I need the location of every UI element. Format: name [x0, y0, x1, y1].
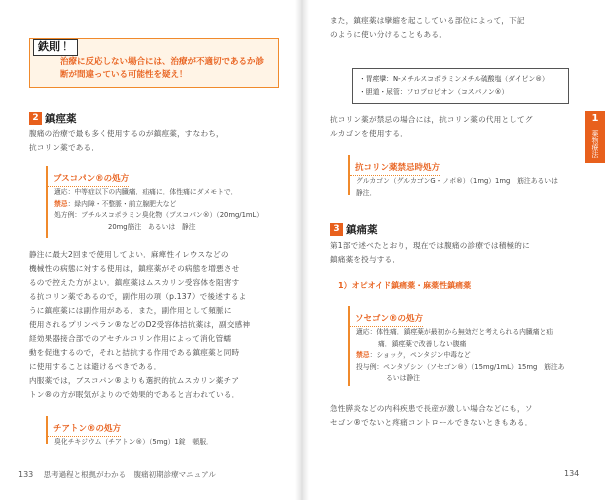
prescription-line: 適応：中等症以下の内臓痛．疝痛に．体性痛にダメモトで． — [54, 188, 238, 196]
anticholinergic-contra-box — [348, 155, 573, 195]
text-line: セゴン®でないと疼痛コントロールできないときもある． — [330, 418, 533, 427]
right-intro-paragraph — [330, 14, 580, 42]
text-line: 機械性の病態に対する使用は，鎮痙薬がその病態を増悪させ — [29, 264, 240, 273]
text-line: 動を促進するので，それと拮抗する作用である鎮痙薬と同時 — [29, 348, 240, 357]
antispasmodic-list-box — [352, 68, 569, 104]
section-number: 2 — [29, 112, 42, 125]
prescription-line — [48, 199, 286, 211]
contraindication-label: 禁忌 — [356, 351, 370, 359]
sosegon-prescription-box — [348, 306, 573, 386]
prescription-title: チアトン®の処方 — [48, 422, 121, 437]
tiaton-prescription-box — [46, 416, 286, 444]
prescription-line: 臭化チキジウム（チアトン®）（5mg）1錠 頓服． — [54, 438, 213, 446]
section-title: 鎮痛薬 — [346, 224, 378, 236]
prescription-line: 処方例：ブチルスコポラミン臭化物（ブスコパン®）（20mg/1mL） — [54, 211, 264, 219]
prescription-line: グルカゴン（グルカゴンG・ノボ®）（1mg）1mg 筋注あるいは — [356, 177, 558, 185]
buscopan-prescription-box — [46, 166, 286, 238]
section-title: 鎮痙薬 — [45, 113, 77, 125]
contraindication-text: 禁忌：ショック，ペンタジン中毒など — [356, 351, 471, 359]
text-line: 経効果器接合部でのアセチルコリン作用によって消化管蠕 — [29, 334, 232, 343]
chapter-side-tab — [585, 111, 605, 163]
iron-rule-label — [33, 39, 78, 56]
section-2-paragraph — [29, 127, 291, 155]
subsection-heading: 1）オピオイド鎮痛薬・麻薬性鎮痛薬 — [338, 281, 472, 290]
text-line: 第1部で述べたとおり，現在では腹痛の診療では積極的に — [330, 241, 530, 250]
left-body-paragraph — [29, 248, 291, 402]
book-title: 思考過程と根拠がわかる 腹痛初期診療マニュアル — [43, 470, 216, 479]
section-number: 3 — [330, 223, 343, 236]
left-footer — [18, 469, 216, 480]
text-line: 抗コリン薬が禁忌の場合には，抗コリン薬の代用としてグ — [330, 115, 533, 124]
text-line: うに鎮痙薬には副作用がある．また，副作用として頻脈に — [29, 306, 232, 315]
iron-rule-line: 治療に反応しない場合には、治療が不適切であるか診 — [60, 57, 265, 67]
book-gutter — [295, 0, 309, 500]
section-3-paragraph — [330, 239, 580, 267]
page-number: 134 — [564, 469, 580, 478]
chapter-label: 薬物療法 — [591, 130, 599, 158]
prescription-line: 20mg筋注 あるいは 静注 — [108, 222, 196, 231]
section-2-heading — [29, 111, 77, 126]
text-line: るので控えた方がよい．鎮痙薬はムスカリン受容体を阻害す — [29, 278, 240, 287]
text-line: 腹痛の治療で最も多く使用するのが鎮痙薬，すなわち， — [29, 129, 224, 138]
prescription-title: ブスコパン®の処方 — [48, 172, 129, 187]
page-number: 133 — [18, 470, 34, 479]
section-3-heading — [330, 222, 378, 237]
text-line: のように使い分けることもある． — [330, 30, 447, 39]
prescription-title: 抗コリン薬禁忌時処方 — [350, 161, 440, 176]
prescription-line: 静注． — [356, 188, 377, 197]
text-line: また，鎮痙薬は攣縮を起こしている部位によって，下記 — [330, 16, 525, 25]
text-line: 静注に最大2回まで使用してよい．麻痺性イレウスなどの — [29, 250, 229, 259]
right-closing-paragraph — [330, 402, 580, 430]
iron-rule-text — [60, 56, 275, 82]
iron-rule-mark: ！ — [62, 40, 73, 53]
prescription-line: るいは静注 — [386, 374, 420, 382]
text-line: ルカゴンを使用する． — [330, 129, 408, 138]
prescription-line — [350, 350, 573, 362]
text-line: 使用されるプリンペラン®などのD2受容体拮抗薬は，副交感神 — [29, 320, 251, 329]
prescription-line: 適応：体性痛．鎮痙薬が最初から無効だと考えられる内臓痛と疝 — [356, 328, 554, 336]
list-item: ・胆道・尿管：フロプロピオン（コスパノン®） — [359, 88, 509, 96]
prescription-line: 投与例：ペンタゾシン（ソセゴン®）（15mg/1mL）15mg 筋注あ — [356, 362, 565, 371]
iron-rule-line: 断が間違っている可能性を疑え！ — [60, 70, 188, 80]
list-item: ・胃痙攣：N-メチルスコポラミンメチル硫酸塩（ダイピン®） — [359, 75, 549, 83]
text-line: 内服薬では，ブスコパン®よりも選択的抗ムスカリン薬チア — [29, 376, 240, 385]
text-line: トン®の方が眠気がよりので効果的であると言われている． — [29, 390, 240, 399]
chapter-number: 1 — [591, 113, 599, 124]
contraindication-label: 禁忌 — [54, 199, 68, 208]
prescription-line: 痛．鎮痙薬で改善しない腹痛 — [378, 339, 467, 348]
text-line: 急性膵炎などの内科疾患で長産が激しい場合などにも，ソ — [330, 404, 533, 413]
right-glucagon-paragraph — [330, 113, 580, 141]
text-line: 抗コリン薬である． — [29, 143, 100, 152]
prescription-title: ソセゴン®の処方 — [350, 312, 423, 327]
contraindication-text: 禁忌：緑内障・不整脈・前立腺肥大など — [54, 199, 177, 208]
text-line: る抗コリン薬であるので，副作用の項（p.137）で後述するよ — [29, 292, 247, 301]
text-line: に使用することは避けるべきである． — [29, 362, 162, 371]
iron-rule-label-text: 鉄則 — [38, 40, 60, 53]
text-line: 鎮痛薬を投与する． — [330, 255, 401, 264]
